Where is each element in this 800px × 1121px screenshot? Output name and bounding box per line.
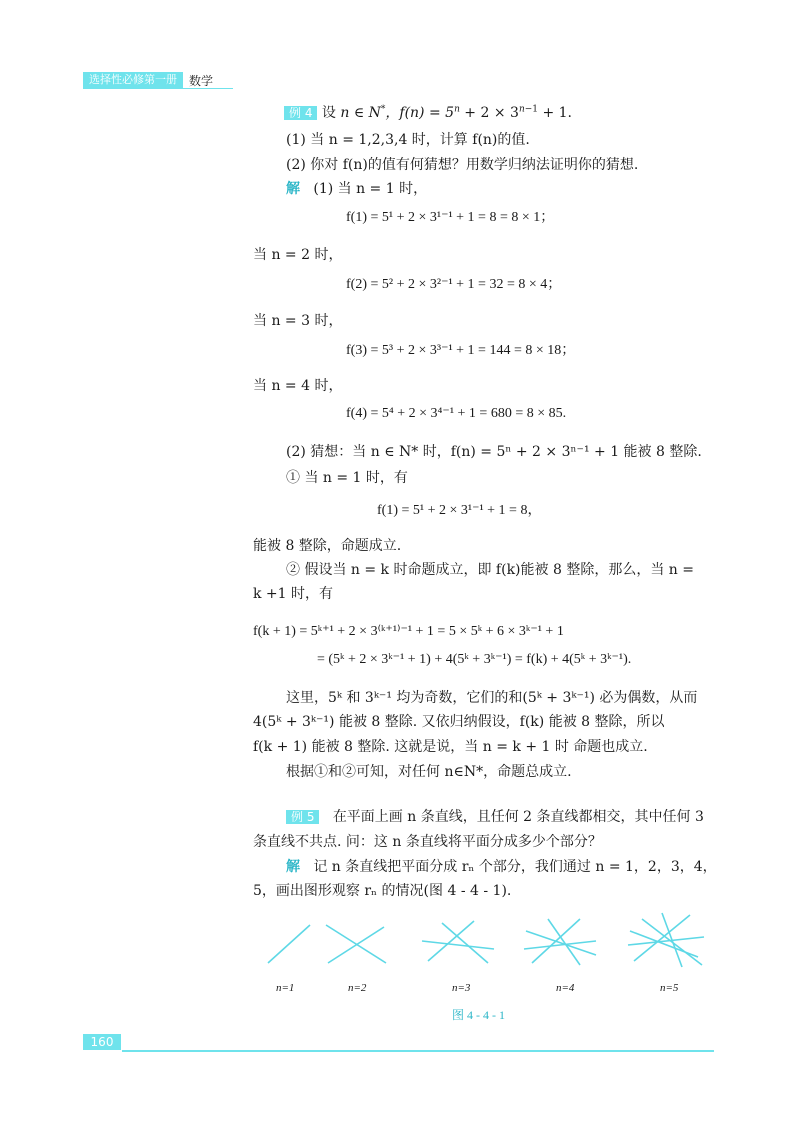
case-2-b: k +1 时，有 bbox=[253, 586, 334, 602]
example5-solution-1 bbox=[286, 858, 717, 876]
case-1-conclusion: 能被 8 整除，命题成立. bbox=[253, 538, 402, 554]
equation-2: = (5ᵏ + 2 × 3ᵏ⁻¹ + 1) + 4(5ᵏ + 3ᵏ⁻¹) = f(k) + 4(5ᵏ + 3ᵏ⁻¹). bbox=[317, 652, 632, 667]
line bbox=[422, 941, 494, 949]
figure-label-n3: n=3 bbox=[452, 982, 471, 994]
equation-1: f(k + 1) = 5ᵏ⁺¹ + 2 × 3⁽ᵏ⁺¹⁾⁻¹ + 1 = 5 × 5ᵏ + 6 × 3ᵏ⁻¹ + 1 bbox=[253, 624, 564, 639]
figure-n5 bbox=[628, 913, 704, 967]
line bbox=[532, 919, 580, 963]
example4-rest1: + 2 × 3 bbox=[459, 105, 519, 121]
figure-n4 bbox=[524, 919, 596, 965]
formula-f4: f(4) = 5⁴ + 2 × 3⁴⁻¹ + 1 = 680 = 8 × 85. bbox=[346, 406, 567, 421]
line bbox=[268, 925, 310, 963]
solve-label-5: 解 bbox=[286, 859, 300, 875]
line bbox=[634, 915, 690, 961]
subject-label: 数学 bbox=[189, 73, 214, 88]
example4-rest2: + 1. bbox=[538, 105, 573, 121]
figure-n2 bbox=[326, 925, 386, 963]
formula-f1: f(1) = 5¹ + 2 × 3¹⁻¹ + 1 = 8 = 8 × 1； bbox=[346, 210, 555, 225]
solution-1-text: (1) 当 n = 1 时， bbox=[313, 181, 428, 197]
footer-rule bbox=[122, 1050, 714, 1052]
proof-para-2: 4(5ᵏ + 3ᵏ⁻¹) 能被 8 整除. 又依归纳假设，f(k) 能被 8 整除，所以 bbox=[253, 714, 665, 730]
when-n2: 当 n = 2 时， bbox=[253, 247, 343, 263]
proof-conclusion: 根据①和②可知，对任何 n∈N*，命题总成立. bbox=[286, 764, 572, 780]
formula-case-1: f(1) = 5¹ + 2 × 3¹⁻¹ + 1 = 8， bbox=[377, 503, 542, 518]
figure-label-n1: n=1 bbox=[276, 982, 295, 994]
lines-figure bbox=[262, 905, 722, 1015]
example4-title-pre: 设 bbox=[321, 105, 336, 121]
example4-expr: n ∈ N bbox=[340, 105, 381, 121]
book-tag: 选择性必修第一册 bbox=[83, 72, 183, 88]
figure-label-n4: n=4 bbox=[556, 982, 575, 994]
header-rule bbox=[83, 88, 233, 89]
figure-n3 bbox=[422, 921, 494, 963]
example5-question-2: 条直线不共点. 问：这 n 条直线将平面分成多少个部分？ bbox=[253, 834, 602, 850]
solve-label: 解 bbox=[286, 181, 300, 197]
page-number: 160 bbox=[83, 1034, 121, 1050]
example4-statement: 例 4 设 n ∈ N*，$f(n) = 5^n + 2 \times 3^{n-1} + 1$. bbox=[284, 104, 572, 122]
figure-caption: 图 4 - 4 - 1 bbox=[452, 1008, 505, 1022]
line bbox=[526, 931, 596, 955]
example4-solution-1 bbox=[286, 180, 427, 198]
proof-para-3: f(k + 1) 能被 8 整除. 这就是说，当 n = k + 1 时 命题也成立. bbox=[253, 739, 648, 755]
example4-fn: ，f(n) = 5 bbox=[385, 105, 455, 121]
example4-question-1: (1) 当 n = 1,2,3,4 时，计算 f(n)的值. bbox=[286, 132, 530, 148]
figure-n1 bbox=[268, 925, 310, 963]
case-2-a: ② 假设当 n = k 时命题成立，即 f(k)能被 8 整除，那么，当 n = bbox=[286, 562, 694, 578]
example4-question-2: (2) 你对 f(n)的值有何猜想？用数学归纳法证明你的猜想. bbox=[286, 157, 639, 173]
line bbox=[428, 921, 474, 961]
when-n3: 当 n = 3 时， bbox=[253, 313, 343, 329]
case-1: ① 当 n = 1 时，有 bbox=[286, 470, 408, 486]
example5-q1-text: 在平面上画 n 条直线，且任何 2 条直线都相交，其中任何 3 bbox=[332, 809, 704, 825]
example4-tag: 例 4 bbox=[284, 106, 317, 120]
formula-f3: f(3) = 5³ + 2 × 3³⁻¹ + 1 = 144 = 8 × 18； bbox=[346, 343, 576, 358]
formula-f2: f(2) = 5² + 2 × 3²⁻¹ + 1 = 32 = 8 × 4； bbox=[346, 277, 562, 292]
figure-label-n5: n=5 bbox=[660, 982, 679, 994]
example5-solution-2: 5，画出图形观察 rₙ 的情况(图 4 - 4 - 1). bbox=[253, 883, 512, 899]
running-header bbox=[83, 72, 213, 88]
line bbox=[548, 919, 580, 965]
proof-para-1: 这里，5ᵏ 和 3ᵏ⁻¹ 均为奇数，它们的和(5ᵏ + 3ᵏ⁻¹) 必为偶数，从而 bbox=[286, 690, 698, 706]
example5-s1-text: 记 n 条直线把平面分成 rₙ 个部分，我们通过 n = 1，2，3，4， bbox=[313, 859, 717, 875]
when-n4: 当 n = 4 时， bbox=[253, 378, 343, 394]
figure-label-n2: n=2 bbox=[348, 982, 367, 994]
example5-tag: 例 5 bbox=[286, 810, 319, 824]
example5-question-1 bbox=[286, 808, 704, 826]
conjecture: (2) 猜想：当 n ∈ N* 时，f(n) = 5ⁿ + 2 × 3ⁿ⁻¹ + 1 能被 8 整除. bbox=[286, 444, 702, 460]
